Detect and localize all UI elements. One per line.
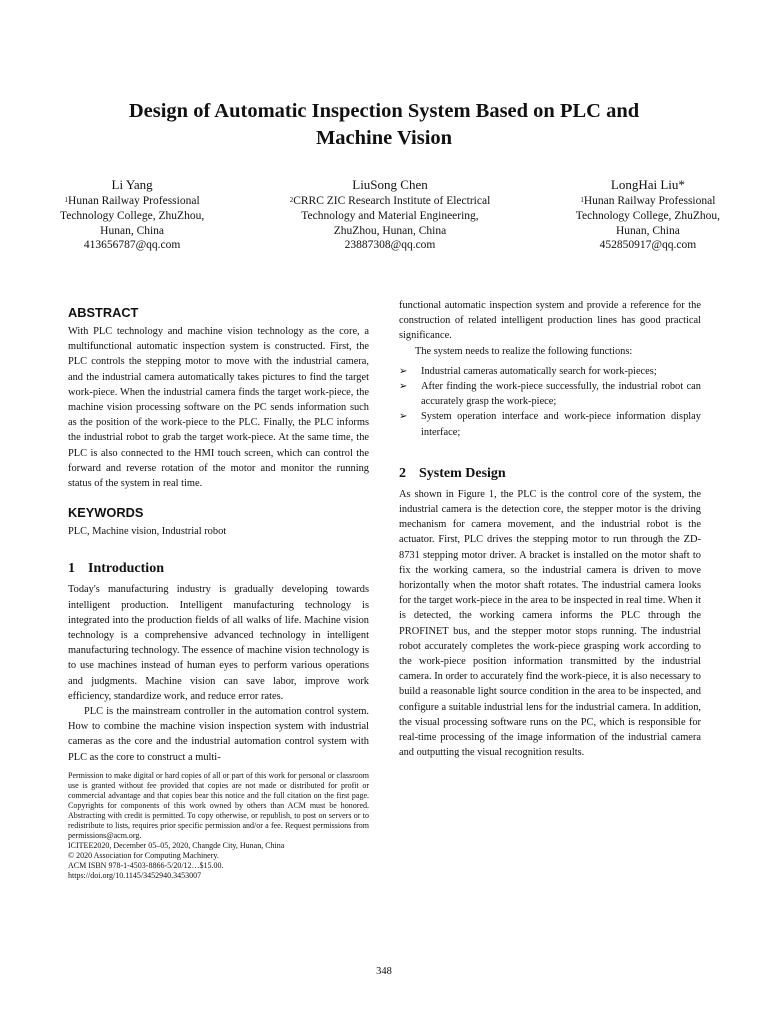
arrow-bullet-icon: ➢: [399, 381, 408, 393]
author-affiliation-line: ZhuZhou, Hunan, China: [333, 224, 447, 237]
function-list: [399, 364, 701, 440]
author-email: 23887308@qq.com: [344, 239, 436, 252]
author-block: [60, 176, 720, 253]
keywords-text: PLC, Machine vision, Industrial robot: [68, 526, 227, 538]
author-affiliation-line: Technology College, ZhuZhou,: [60, 209, 205, 222]
system-design-text: As shown in Figure 1, the PLC is the control core of the system, the industrial camera is the detection core, the stepper motor is the driving mechanism for camera movement, and the industrial robot is the actuator. First, PLC drives the stepping motor to run through the ZD-8731 stepping motor driver. A bracket is installed on the motor shaft to fix the working camera, so the industrial camera is driven to move horizontally when the motor shaft rotates. The industrial camera looks for the target work-piece in the area to be inspected in real time. When it is detected, the working camera informs the PLC through the PROFINET bus, and the stepper motor stops running. The industrial robot accurately completes the work-piece grasping work according to the work-piece position information transmitted by the industrial camera. In order to accurately find the work-piece, it is also necessary to build a reasonable light source condition in the area to be inspected, and configure a suitable industrial lens for the industrial camera. In addition, the visual processing software runs on the PC, which is responsible for real-time processing of the image information of the industrial camera and outputting the visual recognition results.: [399, 488, 701, 759]
keywords-heading: KEYWORDS: [68, 505, 144, 521]
conference-info: ICITEE2020, December 05–05, 2020, Changde City, Hunan, China: [68, 840, 285, 850]
author-affiliation: $^1$Hunan Railway Professional: [64, 195, 200, 207]
abstract-heading: ABSTRACT: [68, 305, 139, 320]
author-affiliation-line: Technology and Material Engineering,: [301, 209, 479, 222]
title-line-2: Machine Vision: [315, 127, 453, 149]
section-number: 1: [68, 561, 75, 577]
page-number: 348: [376, 966, 392, 977]
section-title: Introduction: [88, 561, 164, 577]
functions-intro: The system needs to realize the following functions:: [415, 345, 633, 357]
author-affiliation-line: Technology College, ZhuZhou,: [575, 209, 720, 222]
copyright-line: © 2020 Association for Computing Machinery.: [68, 850, 219, 860]
system-design-heading: [399, 465, 701, 483]
list-item: ➢ After finding the work-piece successfully, the industrial robot can accurately grasp the work-piece;: [399, 381, 701, 408]
permission-notice: Permission to make digital or hard copies of all or part of this work for personal or classroom use is granted without fee provided that copies are not made or distributed for profit or commercial advantage and that copies bear this notice and the full citation on the first page. Copyrights for components of this work owned by others than ACM must be honored. Abstracting with credit is permitted. To copy otherwise, or republish, to post on servers or to redistribute to lists, requires prior specific permission and/or a fee. Request permissions from permissions@acm.org.: [68, 770, 369, 840]
author-1: [60, 176, 204, 253]
left-column: [68, 298, 369, 881]
author-2: [290, 176, 491, 253]
intro-paragraph-1: Today's manufacturing industry is gradually developing towards intelligent production. Intelligent manufacturing technology is integrated into the production fields of all walks of life. Machine vision technology is a comprehensive advanced technology in intelligent manufacturing technology. The essence of machine vision technology is to use machines instead of human eyes to perform various operations and judgments. Machine vision can save labor, improve work efficiency, standardize work, and reduce error rates.: [68, 584, 369, 702]
arrow-bullet-icon: ➢: [399, 365, 408, 377]
section-number: 2: [399, 465, 406, 481]
intro-continuation: functional automatic inspection system and provide a reference for the construction of related intelligent production lines has good practical significance.: [399, 300, 701, 342]
author-affiliation: $^1$Hunan Railway Professional: [580, 195, 716, 207]
paper-title: [80, 98, 688, 152]
author-affiliation-line: Hunan, China: [100, 224, 165, 237]
affiliation-mark: 2: [289, 196, 294, 204]
abstract-text: With PLC technology and machine vision technology as the core, a multifunctional automatic inspection system is constructed. First, the PLC controls the stepping motor to move with the industrial camera, and the industrial camera automatically takes pictures to find the target work-piece. When the industrial camera finds the target work-piece, the machine vision processing software on the PC sends information such as the position of the work-piece to the PLC. Finally, the PLC informs the industrial robot to grab the target work-piece. At the same time, the PLC is also connected to the HMI touch screen, which can control the forward and reverse rotation of the motor and monitor the running status of the system in real time.: [68, 326, 369, 490]
author-3: [576, 176, 720, 253]
author-name: Li Yang: [111, 177, 153, 192]
arrow-bullet-icon: ➢: [399, 411, 408, 423]
list-item: ➢ System operation interface and work-piece information display interface;: [399, 411, 701, 438]
author-affiliation: $^2$CRRC ZIC Research Institute of Electrical: [289, 195, 491, 207]
intro-paragraph-2: PLC is the mainstream controller in the automation control system. How to combine the machine vision inspection system with industrial cameras as the core and the industrial automation control system with PLC as the core to construct a multi-: [68, 706, 369, 763]
author-name: LongHai Liu*: [610, 177, 685, 192]
author-email: 413656787@qq.com: [83, 239, 181, 252]
author-email: 452850917@qq.com: [599, 239, 697, 252]
author-affiliation-line: Hunan, China: [615, 224, 680, 237]
affiliation-mark: 1: [64, 196, 69, 204]
author-name: LiuSong Chen: [352, 177, 428, 192]
title-line-1: Design of Automatic Inspection System Based on PLC and: [128, 100, 640, 122]
list-item: ➢ Industrial cameras automatically search for work-pieces;: [399, 364, 701, 379]
isbn-line: ACM ISBN 978-1-4503-8866-5/20/12…$15.00.: [68, 860, 224, 870]
affiliation-mark: 1: [580, 196, 584, 204]
copyright-footnote: [68, 771, 369, 881]
introduction-heading: [68, 560, 369, 578]
doi-link[interactable]: https://doi.org/10.1145/3452940.3453007: [68, 870, 202, 880]
right-column: [399, 298, 701, 760]
section-title: System Design: [419, 465, 506, 481]
